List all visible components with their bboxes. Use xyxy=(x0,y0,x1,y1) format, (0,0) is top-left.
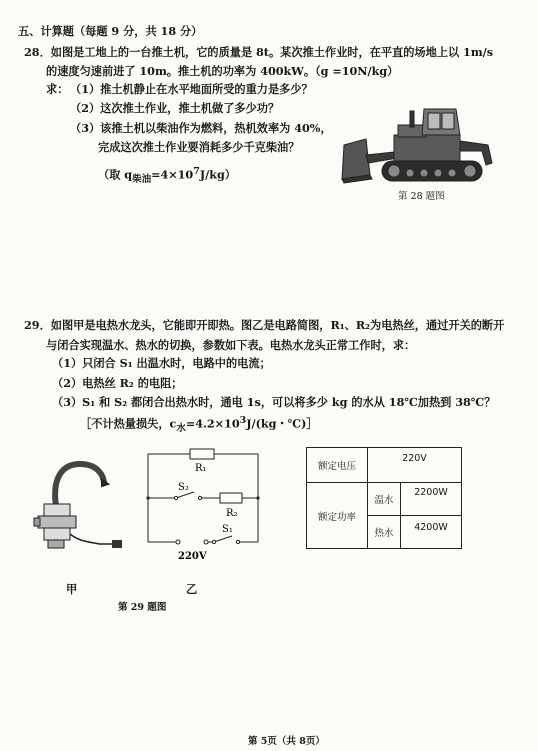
label-yi: 乙 xyxy=(186,582,198,596)
parameter-table xyxy=(306,447,462,549)
rated-power-label: 额定功率 xyxy=(307,483,368,549)
q28-hint-subscript: 柴油 xyxy=(132,173,152,185)
q29-sub2: （2）电热丝 R₂ 的电阻； xyxy=(52,376,183,390)
q28-sub1: （1）推土机静止在水平地面所受的重力是多少？ xyxy=(70,82,313,96)
rated-voltage-value: 220V xyxy=(368,448,462,483)
rated-voltage-label: 额定电压 xyxy=(307,448,368,483)
q29-note-suffix: J/(kg・℃)］ xyxy=(246,416,318,431)
faucet-figure xyxy=(18,460,128,560)
q28-hint-suffix: J/kg） xyxy=(199,167,236,182)
q29-sub3: （3）S₁ 和 S₂ 都闭合出热水时，通电 1s，可以将多少 kg 的水从 18℃加热到 38℃？ xyxy=(52,395,496,409)
q29-note-prefix: ［不计热量损失，c xyxy=(80,416,177,431)
label-jia: 甲 xyxy=(66,582,78,596)
resistor-r1 xyxy=(190,449,214,459)
label-r1: R₁ xyxy=(195,463,207,474)
q29-figure-caption: 第 29 题图 xyxy=(118,602,167,613)
q29-note-superscript: 3 xyxy=(239,415,247,426)
resistor-r2 xyxy=(220,493,242,503)
q28-stem-line2: 的速度匀速前进了 10m。推土机的功率为 400kW。（g =10N/kg） xyxy=(46,64,399,78)
hot-value: 4200W xyxy=(401,516,462,549)
warm-label: 温水 xyxy=(368,483,401,516)
warm-value: 2200W xyxy=(401,483,462,516)
label-voltage: 220V xyxy=(178,551,207,562)
q28-fuel-hint xyxy=(98,165,236,187)
q28-stem-line1: 28．如图是工地上的一台推土机，它的质量是 8t。某次推土作业时，在平直的场地上以 1m/s xyxy=(24,45,494,59)
q29-stem-line2: 与闭合实现温水、热水的切换，参数如下表。电热水龙头正常工作时，求： xyxy=(46,338,416,352)
q28-sub2: （2）这次推土作业，推土机做了多少功？ xyxy=(70,101,280,115)
q29-stem-line1: 29．如图甲是电热水龙头，它能即开即热。图乙是电路简图，R₁、R₂为电热丝，通过开关的断开 xyxy=(24,318,505,332)
label-r2: R₂ xyxy=(226,508,238,519)
q28-sub3-line2: 完成这次推土作业要消耗多少千克柴油？ xyxy=(98,140,300,154)
q28-hint-superscript: 7 xyxy=(193,166,200,177)
q29-note xyxy=(80,414,318,436)
section-heading: 五、计算题（每题 9 分，共 18 分） xyxy=(18,24,203,38)
q29-sub1: （1）只闭合 S₁ 出温水时，电路中的电流； xyxy=(52,356,271,370)
bulldozer-figure xyxy=(338,105,500,187)
q28-ask-label: 求： xyxy=(46,82,69,96)
label-s2: S₂ xyxy=(178,482,189,493)
switch-s1 xyxy=(214,536,232,542)
q28-hint-prefix: （取 q xyxy=(98,167,133,182)
q28-hint-mid: =4×10 xyxy=(151,167,194,182)
q28-figure-caption: 第 28 题图 xyxy=(398,191,445,202)
page-footer: 第 5页（共 8页） xyxy=(248,736,325,747)
q28-sub3-line1: （3）该推土机以柴油作为燃料，热机效率为 40%， xyxy=(70,121,332,135)
circuit-diagram xyxy=(142,448,268,566)
q29-note-subscript: 水 xyxy=(176,422,186,434)
q29-note-mid: =4.2×10 xyxy=(185,416,240,431)
hot-label: 热水 xyxy=(368,516,401,549)
label-s1: S₁ xyxy=(222,524,233,535)
